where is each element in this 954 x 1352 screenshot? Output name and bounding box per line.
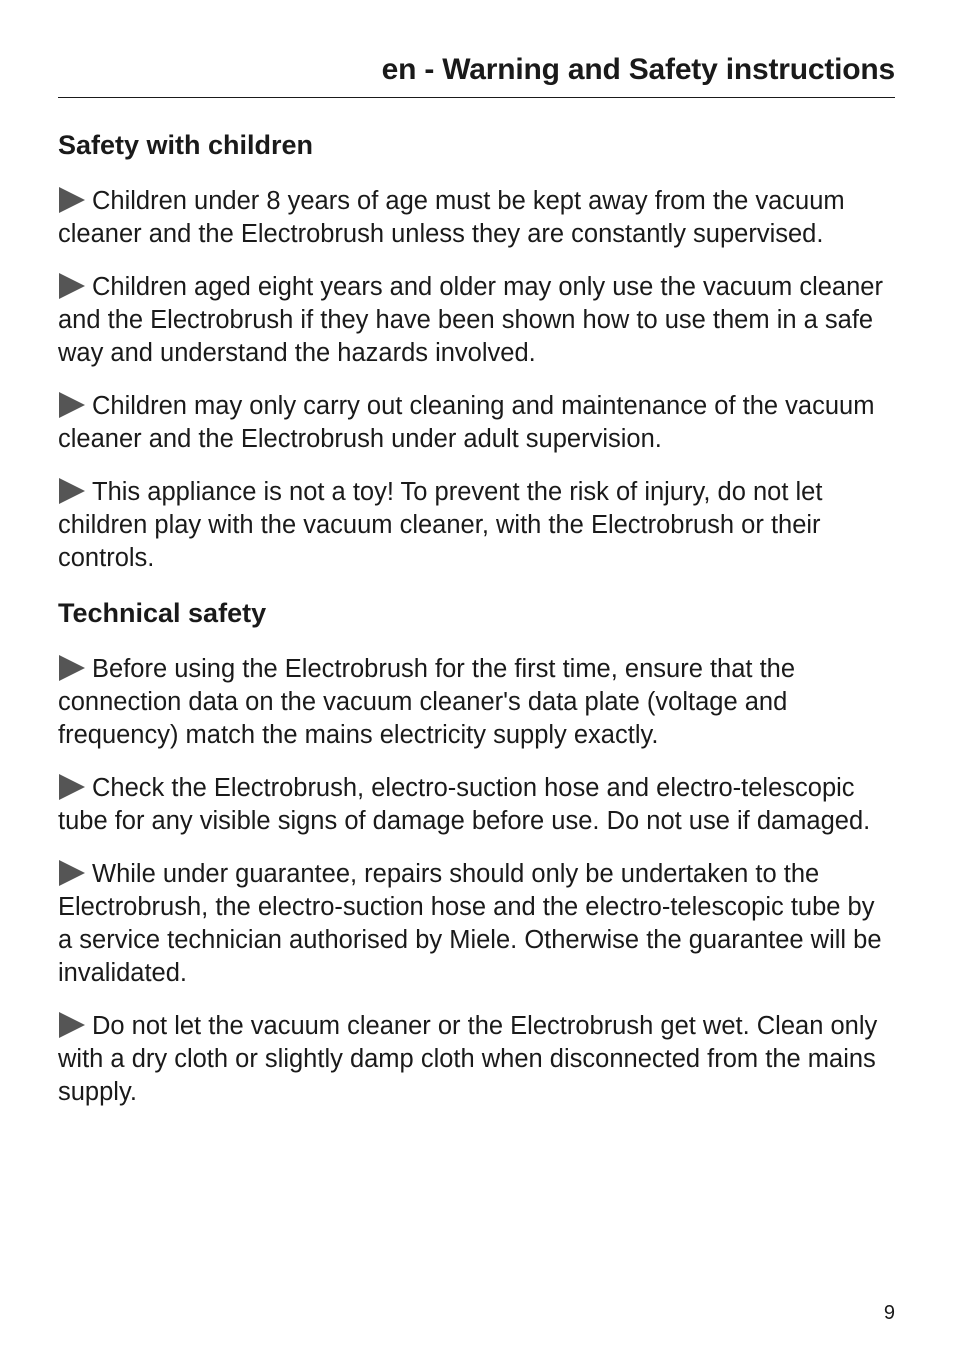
warning-paragraph: [58, 390, 893, 456]
triangle-bullet-icon: [59, 392, 85, 418]
warning-paragraph: [58, 653, 893, 751]
document-body: [58, 124, 893, 1109]
warning-paragraph: [58, 772, 893, 838]
triangle-bullet-icon: [59, 860, 85, 886]
paragraph-text: This appliance is not a toy! To prevent the risk of injury, do not let children play with the vacuum cleaner, with the Electrobrush or their controls.: [58, 478, 823, 572]
paragraph-text: Before using the Electrobrush for the first time, ensure that the connection data on the vacuum cleaner's data plate (voltage and frequency) match the mains electricity supply exactly.: [58, 655, 796, 750]
header-divider: [58, 97, 895, 98]
paragraph-text: Children aged eight years and older may only use the vacuum cleaner and the Electrobrush if they have been shown how to use them in a safe way and understand the hazards involved.: [58, 273, 883, 367]
warning-paragraph: [58, 858, 893, 989]
triangle-bullet-icon: [59, 774, 85, 800]
paragraph-text: Do not let the vacuum cleaner or the Electrobrush get wet. Clean only with a dry cloth or slightly damp cloth when disconnected from the mains supply.: [58, 1012, 878, 1106]
page-header-title: en - Warning and Safety instructions: [381, 53, 895, 86]
triangle-bullet-icon: [59, 187, 85, 213]
paragraph-text: Check the Electrobrush, electro-suction hose and electro-telescopic tube for any visible signs of damage before use. Do not use if damaged.: [58, 774, 871, 836]
section-title: Technical safety: [58, 598, 267, 629]
paragraph-text: Children under 8 years of age must be kept away from the vacuum cleaner and the Electrobrush unless they are constantly supervised.: [58, 187, 845, 248]
warning-paragraph: [58, 185, 893, 251]
paragraph-text: While under guarantee, repairs should only be undertaken to the Electrobrush, the electro-suction hose and the electro-telescopic tube by a service technician authorised by Miele. Otherwise the guarantee will be invalidated.: [58, 860, 882, 987]
warning-paragraph: [58, 271, 893, 369]
triangle-bullet-icon: [59, 655, 85, 681]
paragraph-text: Children may only carry out cleaning and maintenance of the vacuum cleaner and the Electrobrush under adult supervision.: [58, 391, 875, 453]
triangle-bullet-icon: [59, 478, 85, 504]
section-title: Safety with children: [58, 130, 314, 160]
section-technical-safety: [58, 594, 893, 1108]
triangle-bullet-icon: [59, 273, 85, 299]
page-number: 9: [883, 1302, 895, 1324]
section-safety-with-children: [58, 126, 893, 574]
warning-paragraph: [58, 1010, 893, 1108]
triangle-bullet-icon: [59, 1012, 85, 1038]
warning-paragraph: [58, 476, 893, 574]
